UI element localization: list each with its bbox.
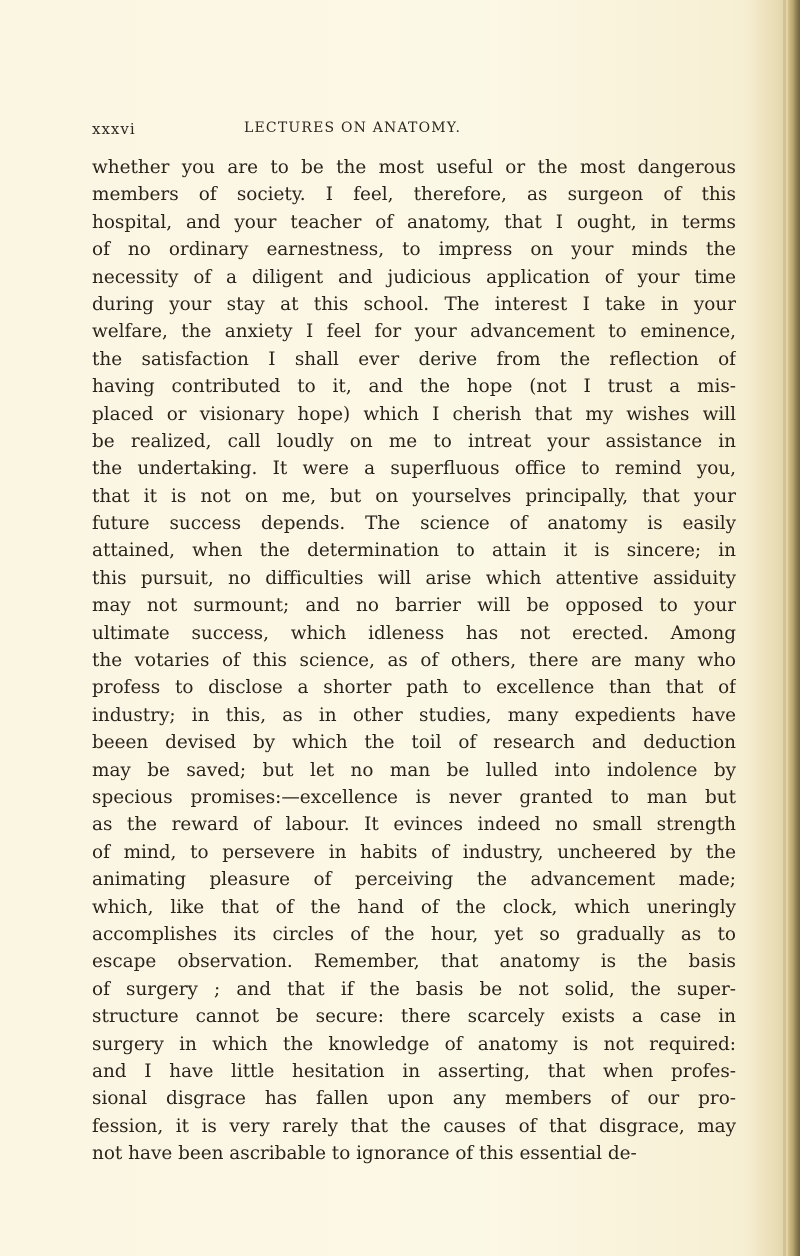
text-line: structure cannot be secure: there scarcely exists a case in bbox=[92, 1006, 736, 1028]
text-line: that it is not on me, but on yourselves principally, that your bbox=[92, 485, 736, 507]
text-line: escape observation. Remember, that anatomy is the basis bbox=[92, 951, 736, 973]
text-line: surgery in which the knowledge of anatomy is not required: bbox=[92, 1033, 736, 1055]
text-line: of no ordinary earnestness, to impress on your minds the bbox=[92, 239, 736, 261]
text-line: may be saved; but let no man be lulled into indolence by bbox=[92, 759, 736, 781]
text-line: the satisfaction I shall ever derive from the reflection of bbox=[92, 348, 736, 370]
text-line: welfare, the anxiety I feel for your advancement to eminence, bbox=[92, 321, 736, 343]
text-line: not have been ascribable to ignorance of this essential de- bbox=[92, 1143, 637, 1165]
text-line: industry; in this, as in other studies, many expedients have bbox=[92, 704, 736, 726]
running-title: LECTURES ON ANATOMY. bbox=[244, 120, 462, 136]
text-line: be realized, call loudly on me to intreat your assistance in bbox=[92, 430, 736, 452]
text-line: the undertaking. It were a superfluous office to remind you, bbox=[92, 458, 736, 480]
text-line: this pursuit, no difficulties will arise which attentive assiduity bbox=[92, 567, 736, 589]
page-number: xxxvi bbox=[92, 120, 136, 138]
text-line: attained, when the determination to attain it is sincere; in bbox=[92, 540, 736, 562]
text-line: as the reward of labour. It evinces indeed no small strength bbox=[92, 814, 736, 836]
text-line: accomplishes its circles of the hour, yet so gradually as to bbox=[92, 923, 736, 945]
text-line: fession, it is very rarely that the causes of that disgrace, may bbox=[92, 1115, 736, 1137]
text-line: members of society. I feel, therefore, as surgeon of this bbox=[92, 184, 736, 206]
text-line: hospital, and your teacher of anatomy, that I ought, in terms bbox=[92, 211, 736, 233]
text-line: beeen devised by which the toil of research and deduction bbox=[92, 732, 736, 754]
text-line: of mind, to persevere in habits of industry, uncheered by the bbox=[92, 841, 736, 863]
text-line: profess to disclose a shorter path to excellence than that of bbox=[92, 677, 736, 699]
text-line: specious promises:—excellence is never granted to man but bbox=[92, 786, 736, 808]
text-line: the votaries of this science, as of others, there are many who bbox=[92, 650, 736, 672]
text-line: necessity of a diligent and judicious application of your time bbox=[92, 266, 736, 288]
text-line: whether you are to be the most useful or the most dangerous bbox=[92, 157, 736, 178]
text-line: during your stay at this school. The interest I take in your bbox=[92, 293, 736, 315]
page-edge-shadow bbox=[783, 0, 786, 1256]
book-edge bbox=[788, 0, 800, 1256]
running-head bbox=[92, 120, 732, 142]
text-line: ultimate success, which idleness has not erected. Among bbox=[92, 622, 736, 644]
text-line: animating pleasure of perceiving the advancement made; bbox=[92, 869, 736, 891]
body-text bbox=[92, 154, 736, 1167]
text-line: of surgery ; and that if the basis be not solid, the super- bbox=[92, 978, 736, 1000]
text-line: future success depends. The science of anatomy is easily bbox=[92, 513, 736, 535]
text-line: placed or visionary hope) which I cherish that my wishes will bbox=[92, 403, 736, 425]
text-line: and I have little hesitation in asserting, that when profes- bbox=[92, 1060, 736, 1082]
text-line: sional disgrace has fallen upon any members of our pro- bbox=[92, 1088, 736, 1110]
text-line: having contributed to it, and the hope (not I trust a mis- bbox=[92, 376, 736, 398]
text-line: may not surmount; and no barrier will be opposed to your bbox=[92, 595, 736, 617]
text-line: which, like that of the hand of the clock, which uneringly bbox=[92, 896, 736, 918]
